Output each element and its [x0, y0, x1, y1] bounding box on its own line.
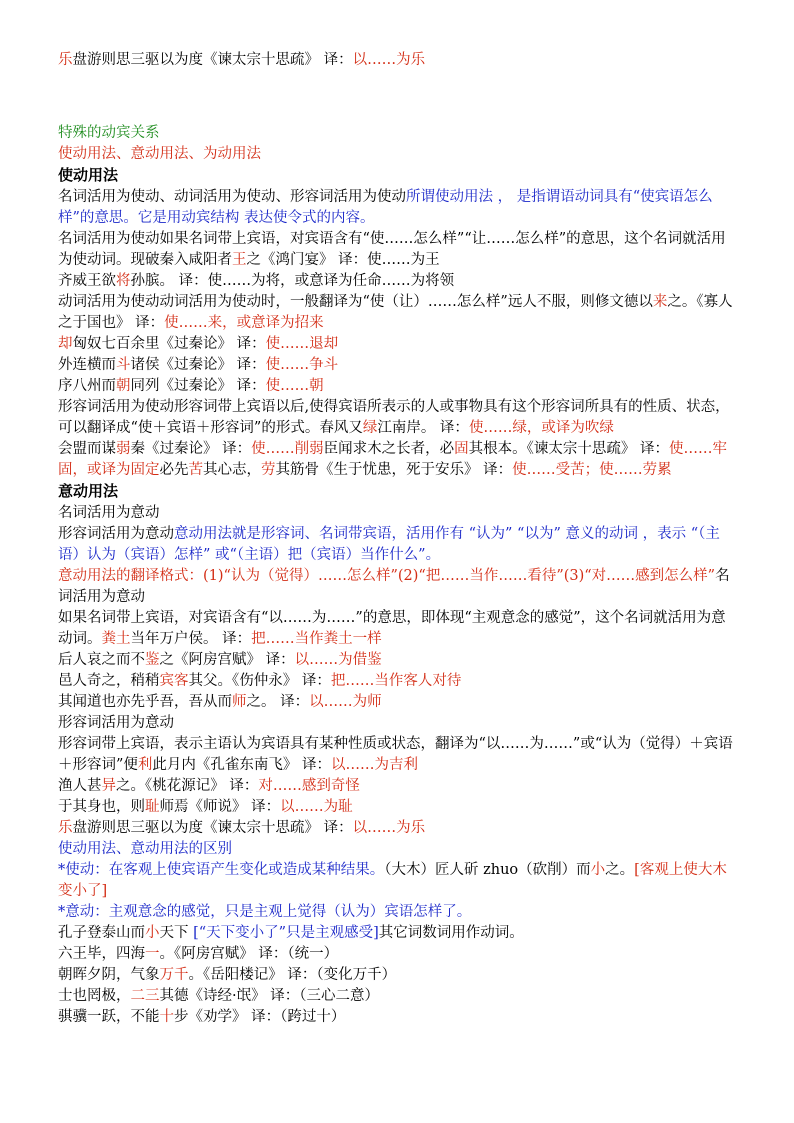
- text-run: 使动用法、意动用法的区别: [58, 841, 232, 857]
- text-line: [58, 692, 740, 713]
- text-line: [58, 902, 740, 923]
- text-run: 斗: [116, 357, 131, 373]
- text-run: 小: [145, 925, 160, 941]
- text-run: 使……朝: [265, 378, 324, 394]
- text-run: 之。《寡人之于国也》 译：: [58, 294, 733, 331]
- text-run: 形容词活用为使动: [58, 399, 174, 415]
- text-line: [58, 944, 740, 965]
- text-line: [58, 776, 740, 797]
- text-run: 王: [232, 252, 247, 268]
- text-run: 之《鸿门宴》 译：使……为王: [246, 252, 440, 268]
- text-run: 以……为乐: [352, 52, 426, 68]
- text-run: 以……为耻: [280, 799, 353, 815]
- text-run: 意动用法就是形容词、名词带宾语，活用作有 “认为” “以为” 意义的动词 ，表示 “（主语）认为（宾语）怎样” 或“（主语）把（宾语）当作什么”。: [58, 526, 720, 563]
- text-line: [58, 671, 740, 692]
- text-run: 其父。《伤仲永》 译：: [188, 673, 331, 689]
- text-run: 齐威王欲: [58, 273, 116, 289]
- text-run: 诸侯《过秦论》 译：: [130, 357, 266, 373]
- text-run: ，对宾语含有“使……怎么样”“让……怎么样”的意思，这个名词就活用为使动词。现破秦入咸阳者: [58, 231, 726, 268]
- text-run: 序八州而: [58, 378, 116, 394]
- text-run: 劳: [261, 462, 276, 478]
- text-run: 之《阿房宫赋》 译：: [159, 652, 295, 668]
- text-run: 邑人奇之，稍稍: [58, 673, 160, 689]
- text-run: 万千: [159, 967, 189, 983]
- text-line: [58, 818, 740, 839]
- text-run: 特殊的动宾关系: [58, 125, 160, 141]
- text-run: 之。: [605, 862, 635, 878]
- text-run: 孔子登泰山而: [58, 925, 145, 941]
- text-run: 盘游则思三驱以为度《谏太宗十思疏》 译：: [72, 820, 353, 836]
- text-run: 渔人甚: [58, 778, 102, 794]
- text-run: 利: [137, 757, 153, 773]
- text-run: 其闻道也亦先乎吾，吾从而: [58, 694, 232, 710]
- text-run: 固定: [130, 462, 160, 478]
- text-run: 意动用法: [58, 482, 119, 500]
- text-run: 形容词带上宾语以后,使得宾语所表示的人或事物具有这个形容词所具有的性质、状态，可以翻译成“使＋宾语＋形容词”的形式。春风又: [58, 399, 730, 436]
- text-line: [58, 608, 740, 650]
- text-run: 招来: [294, 315, 324, 331]
- text-run: 使……牢固，或译为: [58, 441, 727, 478]
- text-line: [58, 524, 740, 566]
- text-run: （大木）匠人斫 zhuo（砍削）而: [384, 862, 591, 878]
- text-run: 外连横而: [58, 357, 116, 373]
- text-line: [58, 713, 740, 734]
- text-line: [58, 439, 740, 481]
- text-run: 以……为吉利: [331, 757, 419, 773]
- text-run: 使……绿，或译为吹绿: [468, 420, 614, 436]
- text-run: 二三: [130, 988, 160, 1004]
- text-line: [58, 334, 740, 355]
- text-run: 却: [58, 336, 73, 352]
- text-run: 必先: [159, 462, 189, 478]
- text-run: 耻: [145, 799, 160, 815]
- text-run: 动词活用为使动动词活用为使动时，一般翻译为“使（让）……怎么样”远人不服，则修文德以: [58, 294, 653, 310]
- text-run: 江南岸。 译：: [377, 420, 469, 436]
- text-run: 其根本。《谏太宗十思疏》 译：: [468, 441, 669, 457]
- text-run: 便: [123, 757, 138, 773]
- text-run: 孙膑。 译：使……为将，或意译为任命……为将领: [130, 273, 455, 289]
- text-run: 绿: [362, 420, 378, 436]
- text-run: 形容词活用为意动: [58, 526, 174, 542]
- text-run: 如果名词带上宾语: [159, 231, 276, 247]
- text-run: 会盟而谋: [58, 441, 116, 457]
- text-run: 小: [590, 862, 606, 878]
- text-line: [58, 271, 740, 292]
- text-run: 骐骥一跃，不能: [58, 1009, 160, 1025]
- text-run: 固: [454, 441, 469, 457]
- text-run: 形容词带上宾语，表示主语认为宾语具有某种性质或状态，翻译为“以……为……”或“认为（觉得）＋宾语＋形容词”: [58, 736, 733, 773]
- text-run: 鉴: [145, 652, 160, 668]
- text-run: 使……争斗: [265, 357, 339, 373]
- text-run: 异: [101, 778, 116, 794]
- text-line: [58, 839, 740, 860]
- text-run: 名词活用为使动: [58, 231, 160, 247]
- text-run: 朝晖夕阴，气象: [58, 967, 160, 983]
- text-run: 意动用法的翻译格式：(1)“认为（觉得）……怎么样”(2)“把……当作……看待”(3)“对……感到怎么样”: [58, 568, 716, 584]
- text-run: 于其身也，则: [58, 799, 145, 815]
- text-run: 士也罔极，: [58, 988, 131, 1004]
- text-run: 十: [159, 1009, 174, 1025]
- text-run: 以……为乐: [352, 820, 426, 836]
- text-run: 弱: [116, 441, 131, 457]
- text-line: [58, 229, 740, 271]
- text-line: [58, 1007, 740, 1028]
- text-run: 天下: [159, 925, 194, 941]
- text-line: [58, 397, 740, 439]
- text-line: [58, 923, 740, 944]
- text-run: 如果名词带上宾语，对宾语含有“以……为……”的意思，即体现“主观意念的感觉”，这个名词就活用为意动词。: [58, 610, 726, 647]
- text-line: [58, 376, 740, 397]
- text-run: 对……感到奇怪: [258, 778, 360, 794]
- text-run: 匈奴七百余里《过秦论》 译：: [72, 336, 266, 352]
- text-run: 使……受苦；使……劳累: [512, 462, 672, 478]
- text-run: 其筋骨《生于忧患，死于安乐》 译：: [275, 462, 513, 478]
- text-run: 名词活用为使动、动词活用为使动、形容词活用为使动: [58, 189, 406, 205]
- text-run: 来: [652, 294, 668, 310]
- text-line: [58, 292, 740, 334]
- text-run: 盘游则思三驱以为度《谏太宗十思疏》 译：: [72, 52, 353, 68]
- text-run: 六王毕，四海: [58, 946, 145, 962]
- text-run: 臣闻求木之长者，必: [323, 441, 455, 457]
- text-line: [58, 165, 740, 187]
- text-run: 其心志，: [203, 462, 261, 478]
- text-line: [58, 986, 740, 1007]
- text-run: 所谓使动用法 ， 是指谓语动词具有“使宾语怎么样”的意思。它是用动宾结构 表达使令式的内容。: [58, 189, 713, 226]
- blank-gap: [58, 71, 740, 123]
- text-run: 将: [116, 273, 131, 289]
- text-run: 以……为师: [309, 694, 382, 710]
- text-run: 粪土: [101, 631, 131, 647]
- text-run: 乐: [58, 820, 73, 836]
- text-run: 后人哀之而不: [58, 652, 145, 668]
- text-run: 秦《过秦论》 译：: [130, 441, 252, 457]
- text-run: 师焉《师说》 译：: [159, 799, 281, 815]
- text-run: 之。《桃花源记》 译：: [116, 778, 259, 794]
- text-line: [58, 187, 740, 229]
- text-run: 一: [145, 946, 160, 962]
- text-run: 把……当作粪土一样: [251, 631, 382, 647]
- text-run: 名词活用为意动: [58, 505, 160, 521]
- text-run: 步《劝学》 译：（跨过十）: [174, 1009, 346, 1025]
- text-run: 。《岳阳楼记》 译：（变化万千）: [188, 967, 397, 983]
- text-run: 使动用法、意动用法、为动用法: [58, 146, 261, 162]
- text-line: [58, 734, 740, 776]
- text-run: 之。 译：: [246, 694, 310, 710]
- text-run: 同列《过秦论》 译：: [130, 378, 266, 394]
- text-run: 其德《诗经·氓》 译：（三心二意）: [159, 988, 379, 1004]
- text-run: 当年万户侯。 译：: [130, 631, 252, 647]
- text-run: 师: [232, 694, 247, 710]
- text-run: [“天下变小了”只是主观感受]: [193, 925, 379, 941]
- text-run: 把……当作客人对待: [330, 673, 462, 689]
- text-line: [58, 481, 740, 503]
- text-line: [58, 503, 740, 524]
- text-line: [58, 355, 740, 376]
- text-run: 其它词数词用作动词。: [378, 925, 524, 941]
- document-page: [58, 50, 740, 1028]
- text-run: 以……为借鉴: [294, 652, 382, 668]
- text-line: [58, 144, 740, 165]
- text-run: 苦: [188, 462, 203, 478]
- text-line: [58, 50, 740, 71]
- text-run: [客观上使大木变小了]: [58, 862, 727, 899]
- text-line: [58, 566, 740, 608]
- text-run: 宾客: [159, 673, 189, 689]
- text-run: 朝: [116, 378, 131, 394]
- text-run: 名词活用为意动: [58, 568, 730, 605]
- text-line: [58, 123, 740, 144]
- text-run: 形容词活用为意动: [58, 715, 174, 731]
- text-run: 。《阿房宫赋》 译：（统一）: [159, 946, 339, 962]
- text-line: [58, 797, 740, 818]
- text-run: *使动：在客观上使宾语产生变化或造成某种结果。: [58, 862, 385, 878]
- text-run: 使动用法: [58, 166, 119, 184]
- text-line: [58, 860, 740, 902]
- text-run: 使……来，或意译为: [164, 315, 295, 331]
- text-run: 使……退却: [265, 336, 339, 352]
- text-line: [58, 965, 740, 986]
- text-line: [58, 650, 740, 671]
- text-run: 此月内《孔雀东南飞》 译：: [152, 757, 332, 773]
- text-run: 使……削弱: [251, 441, 324, 457]
- text-run: 乐: [58, 52, 73, 68]
- text-run: *意动：主观意念的感觉，只是主观上觉得（认为）宾语怎样了。: [58, 904, 472, 920]
